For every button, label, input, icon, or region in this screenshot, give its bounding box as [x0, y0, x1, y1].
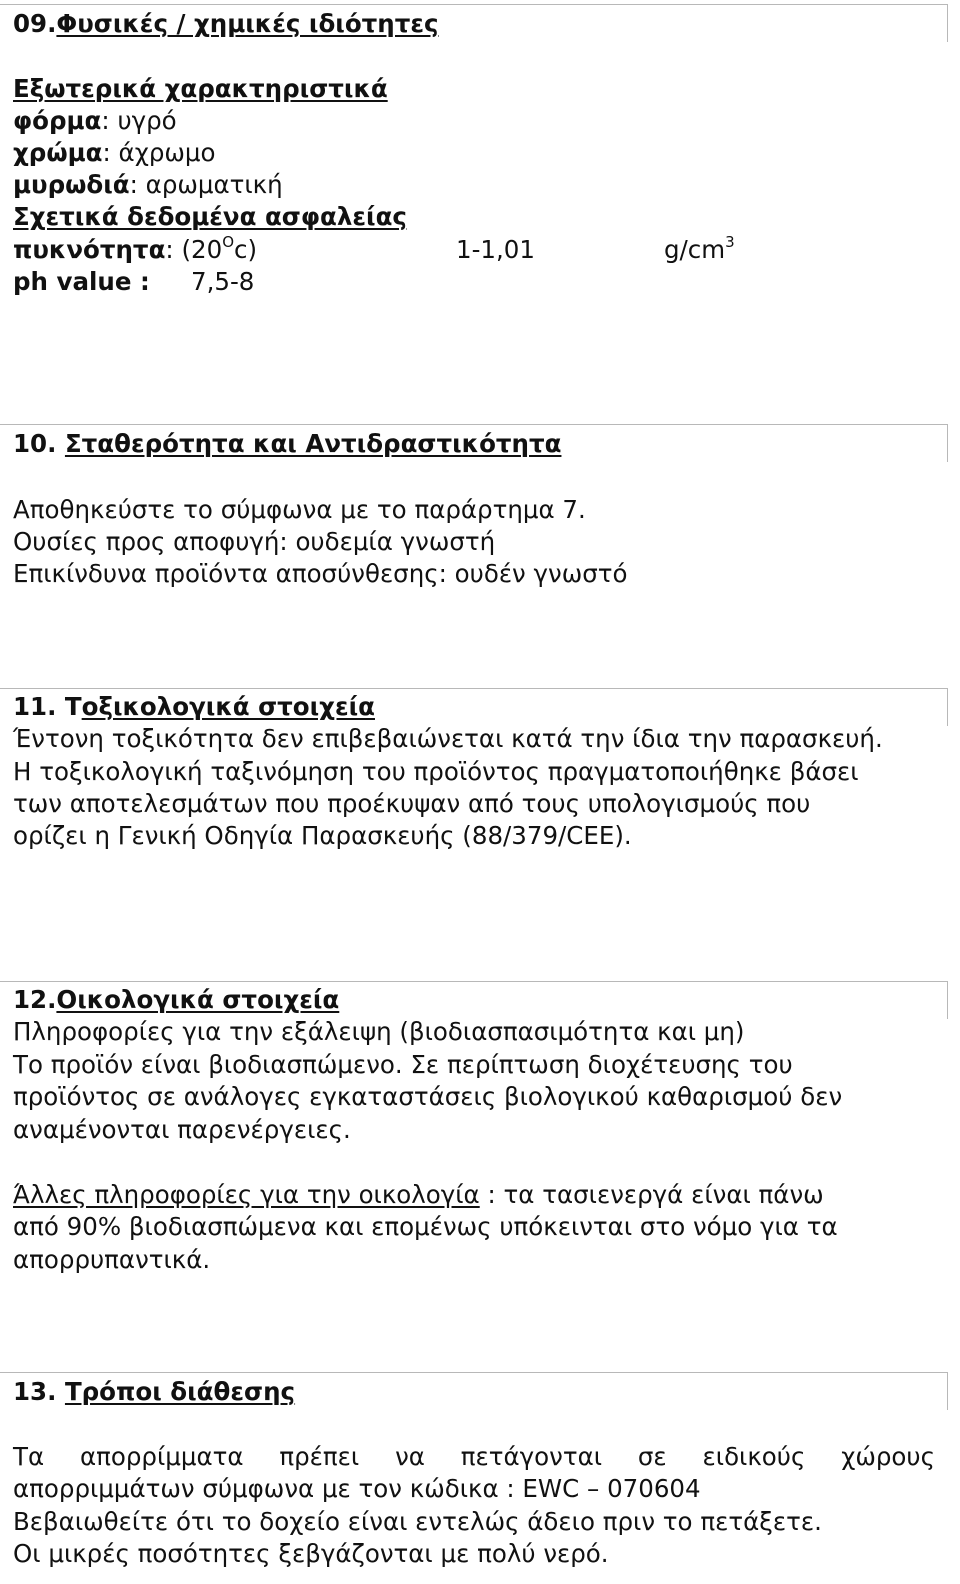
- form-label: φόρμα: [13, 106, 102, 135]
- word: ειδικούς: [702, 1442, 806, 1471]
- word: πετάγονται: [460, 1442, 603, 1471]
- section-13-heading: [13, 1376, 295, 1408]
- section-11-heading: [13, 691, 375, 723]
- other-info-line-2: από 90% βιοδιασπώμενα και επομένως υπόκεινται στο νόμο για τα: [13, 1212, 838, 1241]
- odor-label: μυρωδιά: [13, 170, 130, 199]
- section-11-line-1: Έντονη τοξικότητα δεν επιβεβαιώνεται κατά την ίδια την παρασκευή.: [13, 724, 883, 753]
- word: Τα: [13, 1442, 45, 1471]
- section-9-heading: [13, 8, 439, 40]
- section-10-title: Σταθερότητα και Αντιδραστικότητα: [64, 429, 562, 458]
- section-10-line-1: Αποθηκεύστε το σύμφωνα με το παράρτημα 7.: [13, 495, 586, 524]
- section-13-line-1: [13, 1441, 935, 1473]
- odor-value: : αρωματική: [129, 170, 283, 199]
- section-13-number: 13.: [13, 1377, 65, 1406]
- section-12-line-2: Το προϊόν είναι βιοδιασπώμενο. Σε περίπτωση διοχέτευσης του: [13, 1050, 793, 1079]
- section-11-title: οξικολογικά στοιχεία: [81, 692, 375, 721]
- section-12-heading: [13, 984, 339, 1016]
- section-13-title: Τρόποι διάθεσης: [64, 1377, 296, 1406]
- section-10-heading: [13, 428, 561, 460]
- section-12-line-3: προϊόντος σε ανάλογες εγκαταστάσεις βιολογικού καθαρισμού δεν: [13, 1082, 843, 1111]
- section-11-number: 11. T: [13, 692, 82, 721]
- form-row: [13, 105, 177, 137]
- section-10-number: 10.: [13, 429, 57, 458]
- density-value: 1-1,01: [456, 235, 535, 264]
- color-label: χρώμα: [13, 138, 103, 167]
- section-9-number: 09.: [13, 9, 57, 38]
- external-characteristics-heading: Εξωτερικά χαρακτηριστικά: [13, 74, 388, 103]
- section-13-line-4: Οι μικρές ποσότητες ξεβγάζονται με πολύ νερό.: [13, 1539, 609, 1568]
- density-condition: : $(20^Oc)$: [165, 233, 258, 264]
- ph-row: [13, 266, 313, 298]
- other-info-text: : τα τασιενεργά είναι πάνω: [479, 1180, 824, 1209]
- ph-label: ph value :: [13, 267, 150, 296]
- section-12-title: Οικολογικά στοιχεία: [56, 985, 340, 1014]
- other-info-label: Άλλες πληροφορίες για την οικολογία: [13, 1180, 480, 1209]
- form-value: : υγρό: [101, 106, 177, 135]
- word: πρέπει: [279, 1442, 360, 1471]
- other-info-line-3: απορρυπαντικά.: [13, 1245, 211, 1274]
- word: να: [395, 1442, 425, 1471]
- section-11-line-4: ορίζει η Γενική Οδηγία Παρασκευής (88/379/CEE).: [13, 821, 632, 850]
- section-13-line-3: Βεβαιωθείτε ότι το δοχείο είναι εντελώς άδειο πριν το πετάξετε.: [13, 1507, 822, 1536]
- section-9-title: Φυσικές / χημικές ιδιότητες: [56, 9, 439, 38]
- section-10-line-3: Επικίνδυνα προϊόντα αποσύνθεσης: ουδέν γνωστό: [13, 559, 628, 588]
- color-row: [13, 137, 216, 169]
- ph-value: 7,5-8: [191, 267, 255, 296]
- safety-data-heading: Σχετικά δεδομένα ασφαλείας: [13, 202, 407, 231]
- density-row: [13, 234, 753, 266]
- word: χώρους: [841, 1442, 935, 1471]
- density-unit: $g/cm^3$: [664, 233, 735, 264]
- section-11-line-2: Η τοξικολογική ταξινόμηση του προϊόντος πραγματοποιήθηκε βάσει: [13, 757, 859, 786]
- section-11-line-3: των αποτελεσμάτων που προέκυψαν από τους υπολογισμούς που: [13, 789, 811, 818]
- section-12-line-4: αναμένονται παρενέργειες.: [13, 1115, 351, 1144]
- word: απορρίμματα: [79, 1442, 244, 1471]
- section-13-line-2: απορριμμάτων σύμφωνα με τον κώδικα : EWC – 070604: [13, 1474, 701, 1503]
- other-info-row: [13, 1179, 824, 1211]
- density-label: πυκνότητα: [13, 235, 166, 264]
- section-12-number: 12.: [13, 985, 57, 1014]
- section-12-line-1: Πληροφορίες για την εξάλειψη (βιοδιασπασιμότητα και μη): [13, 1017, 745, 1046]
- word: σε: [637, 1442, 667, 1471]
- odor-row: [13, 169, 283, 201]
- color-value: : άχρωμο: [102, 138, 216, 167]
- section-10-line-2: Ουσίες προς αποφυγή: ουδεμία γνωστή: [13, 527, 496, 556]
